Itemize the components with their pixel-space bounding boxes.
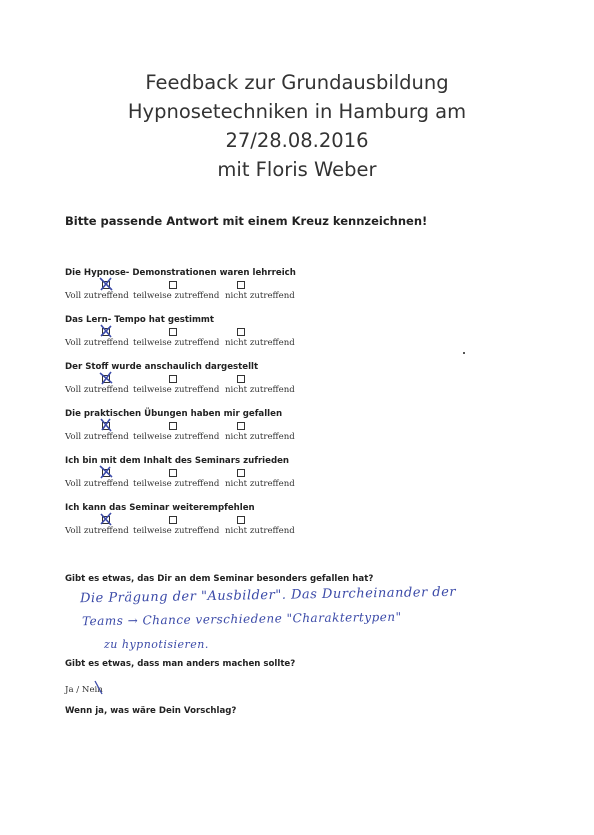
question-text: Ich kann das Seminar weiterempfehlen (65, 503, 255, 513)
option-label-voll: Voll zutreffend (65, 432, 129, 442)
checkbox-nicht[interactable] (237, 328, 245, 336)
question-block (65, 503, 485, 543)
question-block (65, 409, 485, 449)
change-answer-options: Ja / Nein (65, 685, 103, 695)
title-line-3: 27/28.08.2016 (225, 129, 369, 152)
handwritten-cross-mark (98, 465, 114, 479)
question-text: Die Hypnose- Demonstrationen waren lehrreich (65, 268, 296, 278)
change-question: Gibt es etwas, dass man anders machen sollte? (65, 659, 296, 669)
title-line-4: mit Floris Weber (217, 158, 377, 181)
checkbox-teilweise[interactable] (169, 375, 177, 383)
option-label-voll: Voll zutreffend (65, 338, 129, 348)
question-text: Ich bin mit dem Inhalt des Seminars zufrieden (65, 456, 290, 466)
liked-question: Gibt es etwas, das Dir an dem Seminar besonders gefallen hat? (65, 574, 374, 584)
question-text: Der Stoff wurde anschaulich dargestellt (65, 362, 259, 372)
liked-answer-line-1: Die Prägung der "Ausbilder". Das Durcheinander der (79, 584, 457, 607)
suggestion-question: Wenn ja, was wäre Dein Vorschlag? (65, 706, 237, 716)
option-label-nicht: nicht zutreffend (225, 432, 295, 442)
option-label-nicht: nicht zutreffend (225, 385, 295, 395)
option-label-teilweise: teilweise zutreffend (133, 479, 220, 489)
handwritten-cross-mark (98, 418, 114, 432)
handwritten-nein-mark (92, 679, 106, 697)
option-label-voll: Voll zutreffend (65, 526, 129, 536)
option-label-nicht: nicht zutreffend (225, 338, 295, 348)
question-block (65, 315, 485, 355)
option-label-teilweise: teilweise zutreffend (133, 338, 220, 348)
liked-answer-line-3: zu hypnotisieren. (104, 638, 209, 651)
option-label-teilweise: teilweise zutreffend (133, 385, 220, 395)
instruction-text: Bitte passende Antwort mit einem Kreuz kennzeichnen! (65, 214, 428, 228)
question-text: Das Lern- Tempo hat gestimmt (65, 315, 214, 325)
option-label-voll: Voll zutreffend (65, 479, 129, 489)
form-title (0, 68, 594, 184)
question-block (65, 268, 485, 308)
checkbox-teilweise[interactable] (169, 422, 177, 430)
checkbox-teilweise[interactable] (169, 469, 177, 477)
handwritten-cross-mark (98, 371, 114, 385)
option-label-teilweise: teilweise zutreffend (133, 432, 220, 442)
checkbox-nicht[interactable] (237, 375, 245, 383)
option-label-nicht: nicht zutreffend (225, 526, 295, 536)
option-label-teilweise: teilweise zutreffend (133, 291, 220, 301)
checkbox-teilweise[interactable] (169, 328, 177, 336)
checkbox-nicht[interactable] (237, 469, 245, 477)
option-label-nicht: nicht zutreffend (225, 479, 295, 489)
handwritten-cross-mark (98, 324, 114, 338)
question-text: Die praktischen Übungen haben mir gefallen (65, 409, 283, 419)
option-label-voll: Voll zutreffend (65, 291, 129, 301)
liked-answer-line-2: Teams → Chance verschiedene "Charaktertypen" (81, 609, 402, 629)
option-label-voll: Voll zutreffend (65, 385, 129, 395)
checkbox-nicht[interactable] (237, 422, 245, 430)
checkbox-teilweise[interactable] (169, 281, 177, 289)
option-label-nicht: nicht zutreffend (225, 291, 295, 301)
title-line-2: Hypnosetechniken in Hamburg am (127, 100, 467, 123)
checkbox-nicht[interactable] (237, 516, 245, 524)
handwritten-cross-mark (98, 277, 114, 291)
title-line-1: Feedback zur Grundausbildung (145, 71, 449, 94)
question-block (65, 456, 485, 496)
scan-speck (463, 352, 465, 354)
option-label-teilweise: teilweise zutreffend (133, 526, 220, 536)
handwritten-cross-mark (98, 512, 114, 526)
question-block (65, 362, 485, 402)
checkbox-teilweise[interactable] (169, 516, 177, 524)
checkbox-nicht[interactable] (237, 281, 245, 289)
